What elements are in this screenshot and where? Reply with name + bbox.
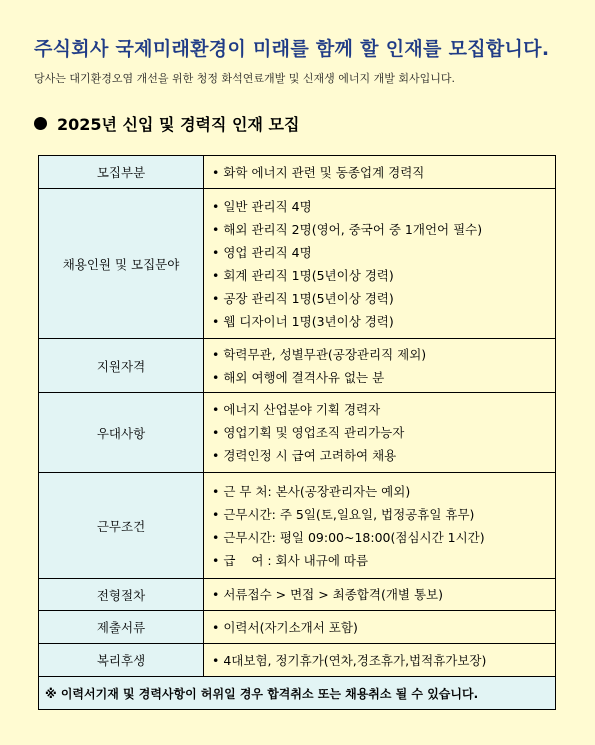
list-item: • 웹 디자이너 1명(3년이상 경력) xyxy=(212,310,555,333)
row-content xyxy=(204,156,556,189)
list-item: • 영업 관리직 4명 xyxy=(212,241,555,264)
row-content xyxy=(204,644,556,677)
table-row xyxy=(39,579,556,611)
table-row xyxy=(39,644,556,677)
row-label-selection-process: 전형절차 xyxy=(39,579,204,611)
list-item: • 근무시간: 주 5일(토,일요일, 법정공휴일 휴무) xyxy=(212,503,555,526)
company-description: 당사는 대기환경오염 개선을 위한 청정 화석연료개발 및 신재생 에너지 개발 회사입니다. xyxy=(34,72,455,85)
list-item: • 영업기획 및 영업조직 관리가능자 xyxy=(212,421,555,444)
row-label-documents: 제출서류 xyxy=(39,611,204,644)
list-item: • 에너지 산업분야 기획 경력자 xyxy=(212,398,555,421)
table-row xyxy=(39,393,556,473)
page-headline: 주식회사 국제미래환경이 미래를 함께 할 인재를 모집합니다. xyxy=(34,38,550,60)
row-label-preference: 우대사항 xyxy=(39,393,204,473)
list-item: • 화학 에너지 관련 및 동종업계 경력직 xyxy=(212,161,555,184)
row-content xyxy=(204,189,556,339)
row-content xyxy=(204,611,556,644)
row-label-qualification: 지원자격 xyxy=(39,339,204,393)
list-item: • 근무시간: 평일 09:00~18:00(점심시간 1시간) xyxy=(212,526,555,549)
row-content xyxy=(204,473,556,579)
list-item: • 근 무 처: 본사(공장관리자는 예외) xyxy=(212,480,555,503)
row-label-recruit-section: 모집부분 xyxy=(39,156,204,189)
section-title xyxy=(34,112,299,135)
list-item: • 이력서(자기소개서 포함) xyxy=(212,616,555,639)
table-row xyxy=(39,473,556,579)
disclaimer-note: ※ 이력서기재 및 경력사항이 허위일 경우 합격취소 또는 채용취소 될 수 있습니다. xyxy=(39,677,556,710)
list-item: • 서류접수 > 면접 > 최종합격(개별 통보) xyxy=(212,583,555,606)
list-item: • 4대보험, 정기휴가(연차,경조휴가,법적휴가보장) xyxy=(212,649,555,672)
recruitment-table xyxy=(38,155,556,710)
list-item: • 학력무관, 성별무관(공장관리직 제외) xyxy=(212,343,555,366)
list-item: • 해외 여행에 결격사유 없는 분 xyxy=(212,366,555,389)
table-row xyxy=(39,677,556,710)
row-content xyxy=(204,579,556,611)
list-item: • 해외 관리직 2명(영어, 중국어 중 1개언어 필수) xyxy=(212,218,555,241)
list-item: • 일반 관리직 4명 xyxy=(212,195,555,218)
list-item: • 급 여 : 회사 내규에 따름 xyxy=(212,549,555,572)
row-content xyxy=(204,393,556,473)
list-item: • 회계 관리직 1명(5년이상 경력) xyxy=(212,264,555,287)
row-label-working-conditions: 근무조건 xyxy=(39,473,204,579)
table-row xyxy=(39,189,556,339)
row-label-benefits: 복리후생 xyxy=(39,644,204,677)
bullet-dot-icon xyxy=(34,117,47,130)
list-item: • 공장 관리직 1명(5년이상 경력) xyxy=(212,287,555,310)
table-row xyxy=(39,611,556,644)
list-item: • 경력인정 시 급여 고려하여 채용 xyxy=(212,444,555,467)
row-label-positions: 채용인원 및 모집문야 xyxy=(39,189,204,339)
table-row xyxy=(39,156,556,189)
table-row xyxy=(39,339,556,393)
row-content xyxy=(204,339,556,393)
section-title-text: 2025년 신입 및 경력직 인재 모집 xyxy=(57,115,300,134)
